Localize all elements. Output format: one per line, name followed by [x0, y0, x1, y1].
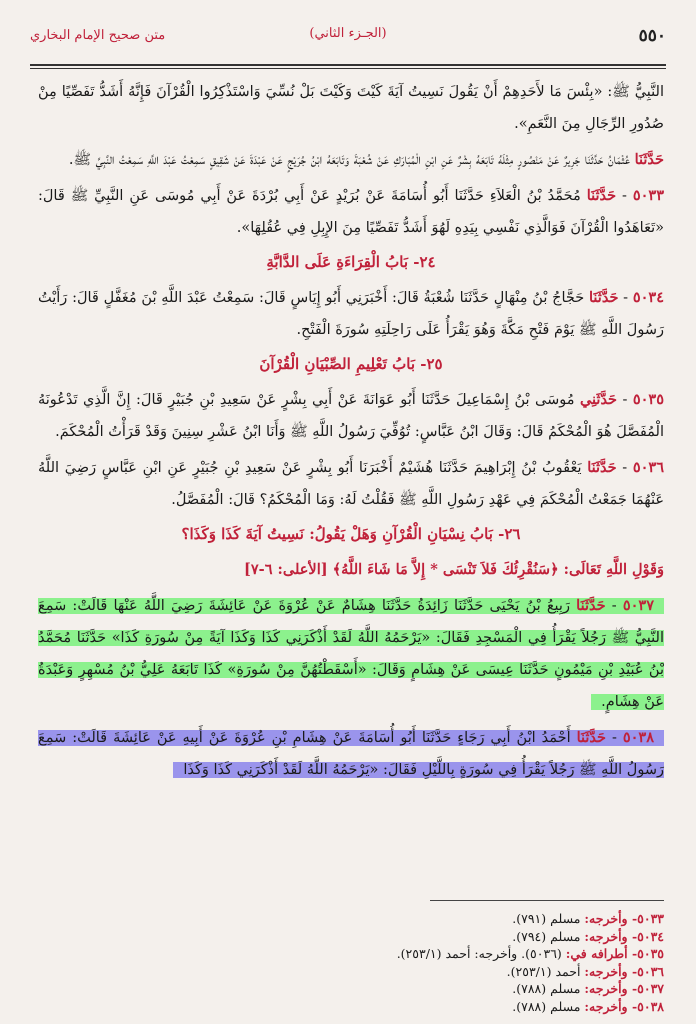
narration-lead: حَدَّثَنَا: [576, 729, 606, 746]
highlighted-passage: ٥٠٣٧ - حَدَّثَنَا رَبِيعُ بْنُ يَحْيَى حَدَّثَنَا زَائِدَةُ حَدَّثَنَا هِشَامٌ عَنْ عُرْوَةَ عَنْ عَائِشَةَ رَضِيَ اللَّهُ عَنْهَا قَالَتْ: سَمِعَ النَّبِيُّ ﷺ رَجُلاً يَقْرَأُ فِي الْمَسْجِدِ فَقَالَ: «يَرْحَمُهُ اللَّهُ لَقَدْ أَذْكَرَنِي كَذَا وَكَذَا آيَةً مِنْ سُورَةِ كَذَا» حَدَّثَنَا مُحَمَّدُ بْنُ عُبَيْدِ بْنِ مَيْمُونٍ حَدَّثَنَا عِيسَى عَنْ هِشَامٍ وَقَالَ: «أَسْقَطْتُهُنَّ مِنْ سُورَةِ» كَذَا تَابَعَهُ عَلِيُّ بْنُ مُسْهِرٍ وَعَبْدَةُ عَنْ هِشَامٍ.: [38, 597, 664, 710]
footnote-label: ٥٠٣٨- وأخرجه:: [584, 998, 664, 1014]
page-header: [30, 14, 666, 54]
narration-lead: حَدَّثَنَا: [576, 597, 606, 614]
footnote-text: مسلم (٧٨٨).: [512, 998, 585, 1014]
header-rule-thin: [30, 68, 666, 69]
hadith-number: ٥٠٣٥: [632, 391, 664, 408]
narration-lead: حَدَّثَنِي: [579, 391, 618, 408]
footnote-text: مسلم (٧٩٤).: [512, 928, 585, 944]
hadith-paragraph: [38, 590, 664, 718]
page-body: [38, 76, 664, 790]
footnote-text: أحمد (٢٥٣/١).: [506, 963, 585, 979]
paragraph-text: يَعْقُوبُ بْنُ إِبْرَاهِيمَ حَدَّثَنَا هُشَيْمٌ أَخْبَرَنَا أَبُو بِشْرٍ عَنْ سَعِيدِ بْنِ جُبَيْرٍ عَنِ ابْنِ عَبَّاسٍ رَضِيَ اللَّهُ عَنْهُمَا جَمَعْتُ الْمُحْكَمَ فِي عَهْدِ رَسُولِ اللَّهِ ﷺ فَقُلْتُ لَهُ: وَمَا الْمُحْكَمُ؟ قَالَ: الْمُفَصَّلُ.: [38, 460, 664, 508]
footnote-line: [38, 928, 664, 946]
paragraph-text: مُحَمَّدُ بْنُ الْعَلاَءِ حَدَّثَنَا أَبُو أُسَامَةَ عَنْ بُرَيْدٍ عَنْ أَبِي بُرْدَةَ عَنْ أَبِي مُوسَى عَنِ النَّبِيِّ ﷺ قَالَ: «تَعَاهَدُوا الْقُرْآنَ فَوَالَّذِي نَفْسِي بِيَدِهِ لَهُوَ أَشَدُّ تَفَصِّيًا مِنَ الإِبِلِ فِي عُقُلِهَا».: [38, 188, 664, 236]
footnote-line: [38, 980, 664, 998]
hadith-paragraph: [38, 722, 664, 786]
paragraph-text: مُوسَى بْنُ إِسْمَاعِيلَ حَدَّثَنَا أَبُو عَوَانَةَ عَنْ أَبِي بِشْرٍ عَنْ سَعِيدِ بْنِ جُبَيْرٍ قَالَ: إِنَّ الَّذِي تَدْعُونَهُ الْمُفَصَّلَ هُوَ الْمُحْكَمُ قَالَ: وَقَالَ ابْنُ عَبَّاسٍ: تُوُفِّيَ رَسُولُ اللَّهِ ﷺ وَأَنَا ابْنُ عَشْرِ سِنِينَ وَقَدْ قَرَأْتُ الْمُحْكَمَ.: [38, 392, 664, 440]
chapter-heading: ٢٦- بَابُ نِسْيَانِ الْقُرْآنِ وَهَلْ يَقُولُ: نَسِيتُ آيَةَ كَذَا وَكَذَا؟: [181, 525, 521, 543]
footnote-text: مسلم (٧٨٨).: [512, 981, 585, 996]
book-title: متن صحيح الإمام البخاري: [30, 28, 166, 43]
footnote-label: ٥٠٣٦- وأخرجه:: [584, 963, 664, 979]
header-rule: [30, 64, 666, 66]
footnote-label: ٥٠٣٥- أطرافه في:: [565, 946, 664, 961]
footnote-text: مسلم (٧٩١).: [512, 911, 585, 926]
hadith-paragraph: ٥٠٣٦ - حَدَّثَنَا يَعْقُوبُ بْنُ إِبْرَاهِيمَ حَدَّثَنَا هُشَيْمٌ أَخْبَرَنَا أَبُو بِشْرٍ عَنْ سَعِيدِ بْنِ جُبَيْرٍ عَنِ ابْنِ عَبَّاسٍ رَضِيَ اللَّهُ عَنْهُمَا جَمَعْتُ الْمُحْكَمَ فِي عَهْدِ رَسُولِ اللَّهِ ﷺ فَقُلْتُ لَهُ: وَمَا الْمُحْكَمُ؟ قَالَ: الْمُفَصَّلُ.: [38, 459, 665, 508]
hadith-number: ٥٠٣٦: [632, 459, 665, 476]
highlighted-passage: ٥٠٣٨ - حَدَّثَنَا أَحْمَدُ ابْنُ أَبِي رَجَاءٍ حَدَّثَنَا أَبُو أُسَامَةَ عَنْ هِشَامِ بْنِ عُرْوَةَ عَنْ أَبِيهِ عَنْ عَائِشَةَ قَالَتْ: سَمِعَ رَسُولُ اللَّهِ ﷺ رَجُلاً يَقْرَأُ فِي سُورَةٍ بِاللَّيْلِ فَقَالَ: «يَرْحَمُهُ اللَّهُ لَقَدْ أَذْكَرَنِي كَذَا وَكَذَا: [38, 729, 664, 778]
hadith-paragraph: ٥٠٣٥ - حَدَّثَنِي مُوسَى بْنُ إِسْمَاعِيلَ حَدَّثَنَا أَبُو عَوَانَةَ عَنْ أَبِي بِشْرٍ عَنْ سَعِيدِ بْنِ جُبَيْرٍ قَالَ: إِنَّ الَّذِي تَدْعُونَهُ الْمُفَصَّلَ هُوَ الْمُحْكَمُ قَالَ: وَقَالَ ابْنُ عَبَّاسٍ: تُوُفِّيَ رَسُولُ اللَّهِ ﷺ وَأَنَا ابْنُ عَشْرِ سِنِينَ وَقَدْ قَرَأْتُ الْمُحْكَمَ.: [38, 391, 664, 440]
footnote-label: ٥٠٣٧- وأخرجه:: [584, 981, 664, 996]
footnote-line: [38, 910, 664, 928]
paragraph-text: حَجَّاجُ بْنُ مِنْهَالٍ حَدَّثَنَا شُعْبَةُ قَالَ: أَخْبَرَنِي أَبُو إِيَاسٍ قَالَ: سَمِعْتُ عَبْدَ اللَّهِ بْنَ مُغَفَّلٍ قَالَ: رَأَيْتُ رَسُولَ اللَّهِ ﷺ يَوْمَ فَتْحِ مَكَّةَ وَهُوَ يَقْرَأُ عَلَى رَاحِلَتِهِ سُورَةَ الْفَتْحِ.: [38, 290, 664, 338]
hadith-number: ٥٠٣٨: [622, 729, 654, 746]
hadith-paragraph: [38, 144, 664, 176]
hadith-number: ٥٠٣٤: [632, 289, 664, 306]
footnote-text: (٥٠٣٦). وأخرجه: أحمد (٢٥٣/١).: [396, 946, 566, 961]
page-number: ٥٥٠: [638, 26, 666, 46]
footnotes: [38, 910, 664, 1015]
narration-lead: حَدَّثَنَا: [586, 187, 617, 204]
paragraph-text: وَقَوْلِ اللَّهِ تَعَالَى: ﴿سَنُقْرِئُكَ فَلاَ تَنْسَى * إِلاَّ مَا شَاءَ اللَّهُ﴾ [الأعلى: ٦-٧]: [243, 561, 664, 578]
volume-label: (الجـزء الثاني): [309, 26, 387, 41]
hadith-number: ٥٠٣٣: [632, 187, 664, 204]
footnote-label: ٥٠٣٣- وأخرجه:: [584, 911, 664, 926]
narration-lead: حَدَّثَنَا: [634, 151, 664, 168]
chapter-heading: ٢٤- بَابُ الْقِرَاءَةِ عَلَى الدَّابَّةِ: [266, 253, 436, 271]
chapter-heading: ٢٥- بَابُ تَعْلِيمِ الصِّبْيَانِ الْقُرْآنَ: [259, 355, 443, 373]
hadith-paragraph: ٥٠٣٣ - حَدَّثَنَا مُحَمَّدُ بْنُ الْعَلاَءِ حَدَّثَنَا أَبُو أُسَامَةَ عَنْ بُرَيْدٍ عَنْ أَبِي بُرْدَةَ عَنْ أَبِي مُوسَى عَنِ النَّبِيِّ ﷺ قَالَ: «تَعَاهَدُوا الْقُرْآنَ فَوَالَّذِي نَفْسِي بِيَدِهِ لَهُوَ أَشَدُّ تَفَصِّيًا مِنَ الإِبِلِ فِي عُقُلِهَا».: [38, 187, 664, 236]
footnote-label: ٥٠٣٤- وأخرجه:: [584, 928, 664, 944]
paragraph-text: أَحْمَدُ ابْنُ أَبِي رَجَاءٍ حَدَّثَنَا أَبُو أُسَامَةَ عَنْ هِشَامِ بْنِ عُرْوَةَ عَنْ أَبِيهِ عَنْ عَائِشَةَ قَالَتْ: سَمِعَ رَسُولُ اللَّهِ ﷺ رَجُلاً يَقْرَأُ فِي سُورَةٍ بِاللَّيْلِ فَقَالَ: «يَرْحَمُهُ اللَّهُ لَقَدْ أَذْكَرَنِي كَذَا وَكَذَا: [38, 730, 664, 778]
hadith-paragraph: [38, 76, 664, 140]
footnote-line: [38, 963, 664, 981]
paragraph-text: رَبِيعُ بْنُ يَحْيَى حَدَّثَنَا زَائِدَةُ حَدَّثَنَا هِشَامٌ عَنْ عُرْوَةَ عَنْ عَائِشَةَ رَضِيَ اللَّهُ عَنْهَا قَالَتْ: سَمِعَ النَّبِيُّ ﷺ رَجُلاً يَقْرَأُ فِي الْمَسْجِدِ فَقَالَ: «يَرْحَمُهُ اللَّهُ لَقَدْ أَذْكَرَنِي كَذَا وَكَذَا آيَةً مِنْ سُورَةِ كَذَا» حَدَّثَنَا مُحَمَّدُ بْنُ عُبَيْدِ بْنِ مَيْمُونٍ حَدَّثَنَا عِيسَى عَنْ هِشَامٍ وَقَالَ: «أَسْقَطْتُهُنَّ مِنْ سُورَةِ» كَذَا تَابَعَهُ عَلِيُّ بْنُ مُسْهِرٍ وَعَبْدَةُ عَنْ هِشَامٍ.: [38, 598, 664, 710]
hadith-number: ٥٠٣٧: [622, 597, 654, 614]
footnote-line: [38, 945, 664, 963]
footnote-line: [38, 998, 664, 1016]
narration-lead: حَدَّثَنَا: [589, 289, 619, 306]
paragraph-text: عُثْمَانُ حَدَّثَنَا جَرِيرٌ عَنْ مَنْصُورٍ مِثْلَهُ تَابَعَهُ بِشْرٌ عَنِ ابْنِ الْمُبَارَكِ عَنْ شُعْبَةَ وَتَابَعَهُ ابْنُ جُرَيْجٍ عَنْ عَبْدَةَ عَنْ شَقِيقٍ سَمِعْتُ عَبْدَ اللَّهِ سَمِعْتُ النَّبِيَّ ﷺ.: [68, 152, 635, 168]
hadith-paragraph: ٥٠٣٤ - حَدَّثَنَا حَجَّاجُ بْنُ مِنْهَالٍ حَدَّثَنَا شُعْبَةُ قَالَ: أَخْبَرَنِي أَبُو إِيَاسٍ قَالَ: سَمِعْتُ عَبْدَ اللَّهِ بْنَ مُغَفَّلٍ قَالَ: رَأَيْتُ رَسُولَ اللَّهِ ﷺ يَوْمَ فَتْحِ مَكَّةَ وَهُوَ يَقْرَأُ عَلَى رَاحِلَتِهِ سُورَةَ الْفَتْحِ.: [38, 289, 664, 338]
narration-lead: حَدَّثَنَا: [587, 459, 617, 476]
hadith-paragraph: [38, 554, 664, 586]
paragraph-text: النَّبِيُّ ﷺ: «بِئْسَ مَا لأَحَدِهِمْ أَنْ يَقُولَ نَسِيتُ آيَةَ كَيْتَ وَكَيْتَ بَلْ نُسِّيَ وَاسْتَذْكِرُوا الْقُرْآنَ فَإِنَّهُ أَشَدُّ تَفَصِّيًا مِنْ صُدُورِ الرِّجَالِ مِنَ النَّعَمِ».: [38, 84, 664, 132]
footnote-rule: [430, 900, 664, 901]
